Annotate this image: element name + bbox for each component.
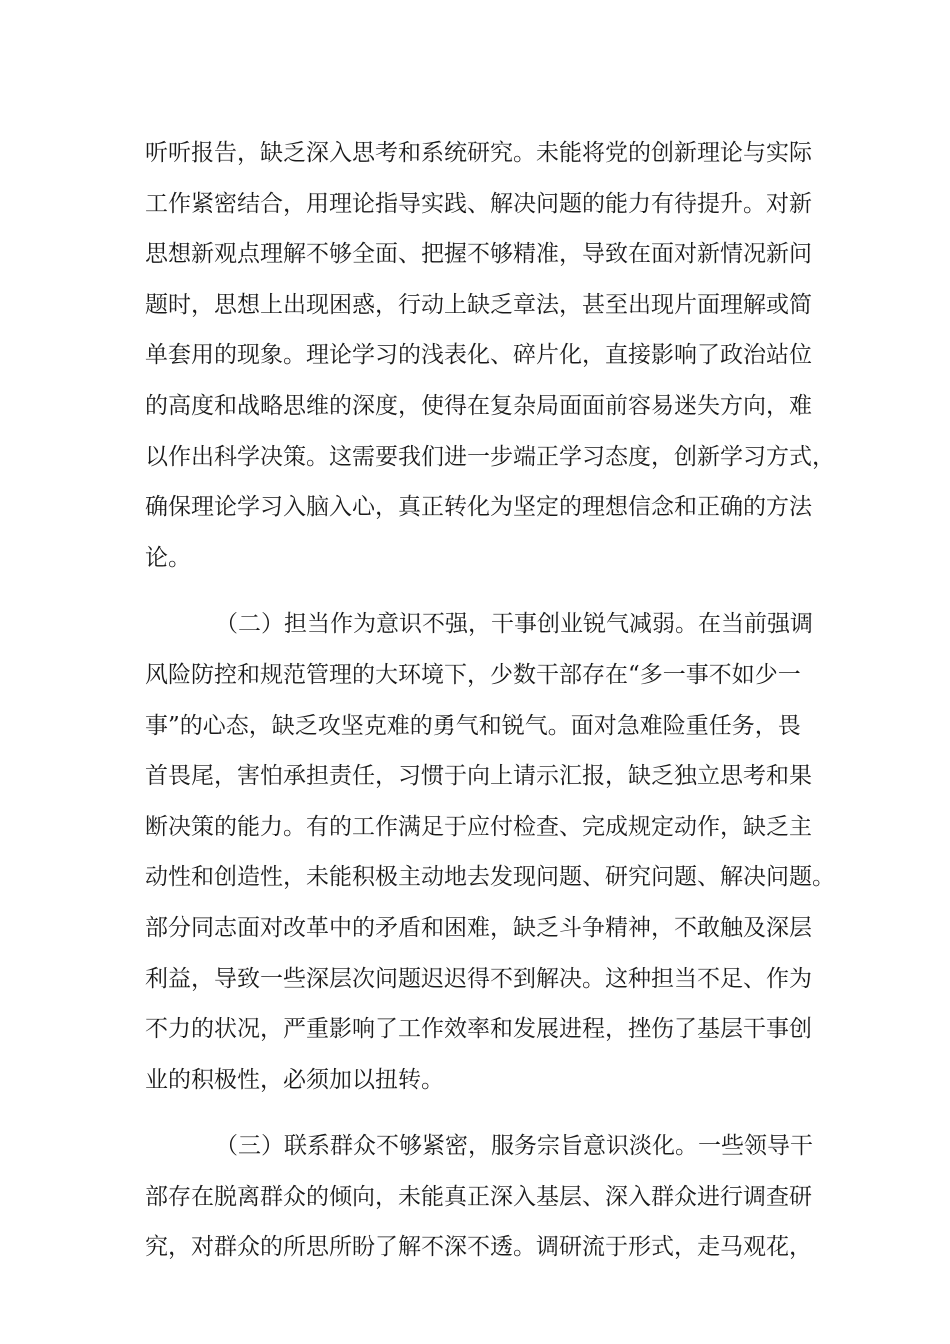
text-line: 单套用的现象。理论学习的浅表化、碎片化，直接影响了政治站位 [145, 342, 812, 369]
text-line: 事”的心态，缺乏攻坚克难的勇气和锐气。面对急难险重任务，畏 [145, 712, 801, 739]
paragraph-1 [145, 128, 835, 583]
text-line: 确保理论学习入脑入心，真正转化为坚定的理想信念和正确的方法 [145, 494, 812, 521]
text-line: 究，对群众的所思所盼了解不深不透。调研流于形式，走马观花， [145, 1234, 812, 1261]
text-line: 风险防控和规范管理的大环境下，少数干部存在“多一事不如少一 [145, 661, 801, 688]
text-line: 工作紧密结合，用理论指导实践、解决问题的能力有待提升。对新 [145, 190, 812, 217]
text-line: （三）联系群众不够紧密，服务宗旨意识淡化。一些领导干 [215, 1133, 813, 1160]
text-line: 部分同志面对改革中的矛盾和困难，缺乏斗争精神，不敢触及深层 [145, 914, 812, 941]
text-line: 部存在脱离群众的倾向，未能真正深入基层、深入群众进行调查研 [145, 1183, 812, 1210]
text-line: （二）担当作为意识不强，干事创业锐气减弱。在当前强调 [215, 611, 813, 638]
paragraph-2 [145, 599, 835, 1105]
text-line: 的高度和战略思维的深度，使得在复杂局面面前容易迷失方向，难 [145, 392, 812, 419]
text-line: 论。 [145, 544, 191, 571]
paragraph-spacer [145, 583, 825, 599]
text-line: 利益，导致一些深层次问题迟迟得不到解决。这种担当不足、作为 [145, 965, 812, 992]
text-line: 思想新观点理解不够全面、把握不够精准，导致在面对新情况新问 [145, 241, 812, 268]
text-line: 听听报告，缺乏深入思考和系统研究。未能将党的创新理论与实际 [145, 140, 812, 166]
text-line: 不力的状况，严重影响了工作效率和发展进程，挫伤了基层干事创 [145, 1016, 812, 1043]
text-line: 动性和创造性，未能积极主动地去发现问题、研究问题、解决问题。 [145, 864, 835, 891]
text-line: 业的积极性，必须加以扭转。 [145, 1066, 444, 1093]
text-line: 以作出科学决策。这需要我们进一步端正学习态度，创新学习方式， [145, 443, 835, 470]
text-line: 断决策的能力。有的工作满足于应付检查、完成规定动作，缺乏主 [145, 813, 812, 840]
paragraph-spacer [145, 1105, 825, 1121]
document-body [145, 128, 835, 1273]
text-line: 首畏尾，害怕承担责任，习惯于向上请示汇报，缺乏独立思考和果 [145, 763, 812, 790]
text-line: 题时，思想上出现困惑，行动上缺乏章法，甚至出现片面理解或简 [145, 291, 812, 318]
paragraph-3 [145, 1121, 825, 1273]
